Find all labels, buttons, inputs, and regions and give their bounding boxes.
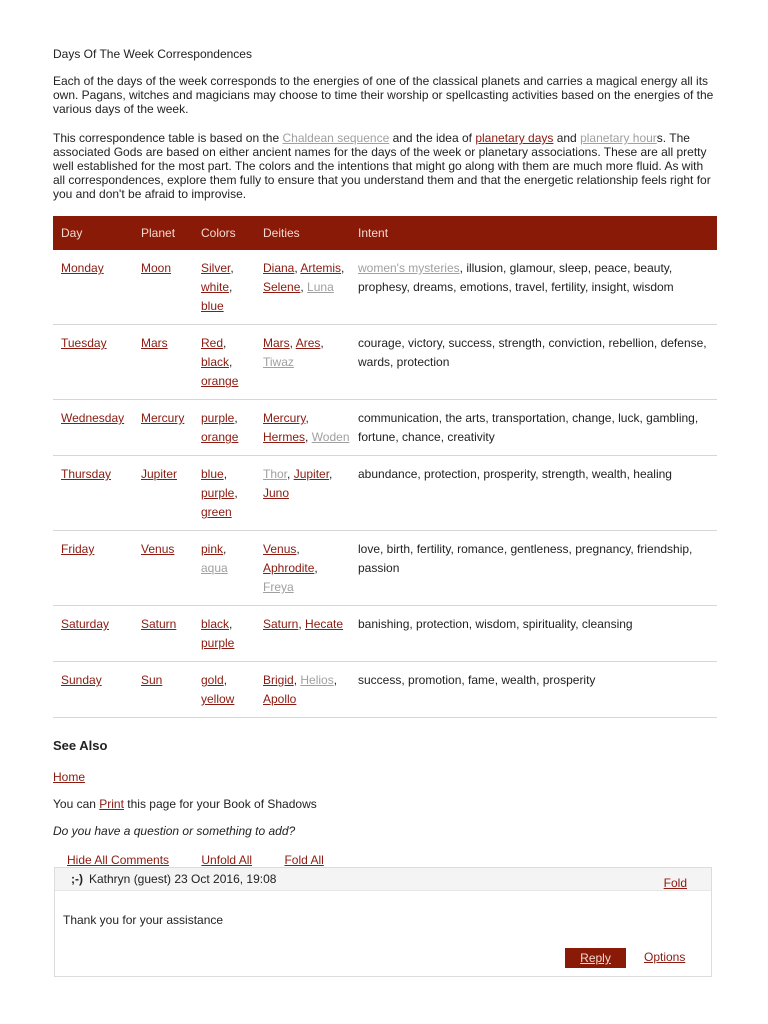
- day-cell: [53, 400, 133, 456]
- deity-link[interactable]: Woden: [311, 430, 350, 444]
- deity-link[interactable]: Aphrodite: [263, 561, 315, 575]
- separator: ,: [329, 467, 333, 481]
- day-cell: [53, 456, 133, 531]
- separator: ,: [333, 673, 338, 687]
- day-cell: [53, 662, 133, 718]
- comment-emoticon: ;-): [71, 872, 83, 886]
- separator: ,: [305, 411, 309, 425]
- table-row: [53, 325, 717, 400]
- separator: ,: [223, 336, 227, 350]
- intent-text: , illusion, glamour, sleep, peace, beauty, prophesy, dreams, emotions, travel, fertility, insight, wisdom: [358, 261, 674, 294]
- table-header-row: [53, 216, 717, 250]
- planet-cell: [133, 606, 193, 662]
- planet-link[interactable]: Mercury: [141, 411, 185, 425]
- intent-cell: [350, 325, 717, 400]
- day-link[interactable]: Sunday: [61, 673, 102, 687]
- para-text: and the idea of: [389, 131, 476, 145]
- deity-link[interactable]: Hecate: [305, 617, 344, 631]
- comment-fold-link[interactable]: Fold: [663, 876, 687, 890]
- deity-link[interactable]: Ares: [295, 336, 321, 350]
- day-cell: [53, 325, 133, 400]
- separator: ,: [223, 673, 228, 687]
- separator: ,: [314, 561, 318, 575]
- table-row: [53, 531, 717, 606]
- intent-cell: [350, 400, 717, 456]
- separator: ,: [305, 430, 312, 444]
- separator: ,: [223, 542, 227, 556]
- intent-cell: [350, 250, 717, 325]
- deity-link[interactable]: Jupiter: [293, 467, 330, 481]
- deity-link[interactable]: Diana: [263, 261, 295, 275]
- separator: ,: [230, 261, 234, 275]
- color-link[interactable]: yellow: [201, 692, 235, 706]
- table-row: [53, 456, 717, 531]
- planet-link[interactable]: Sun: [141, 673, 163, 687]
- deities-cell: [255, 606, 350, 662]
- deity-link[interactable]: Brigid: [263, 673, 294, 687]
- see-also-heading: See Also: [53, 738, 108, 753]
- day-cell: [53, 606, 133, 662]
- deities-cell: [255, 325, 350, 400]
- colors-cell: [193, 531, 255, 606]
- color-link[interactable]: black: [201, 617, 230, 631]
- comment-meta: [71, 872, 276, 886]
- planet-link[interactable]: Saturn: [141, 617, 177, 631]
- fold-all-link[interactable]: Fold All: [284, 853, 324, 867]
- colors-cell: [193, 250, 255, 325]
- planet-cell: [133, 400, 193, 456]
- para-text: and: [553, 131, 581, 145]
- planet-link[interactable]: Jupiter: [141, 467, 178, 481]
- color-link[interactable]: white: [201, 280, 230, 294]
- deity-link[interactable]: Mars: [263, 336, 290, 350]
- color-link[interactable]: black: [201, 355, 230, 369]
- home-link[interactable]: Home: [53, 770, 86, 784]
- day-link[interactable]: Friday: [61, 542, 95, 556]
- deity-link[interactable]: Luna: [307, 280, 334, 294]
- comment: [54, 867, 712, 977]
- separator: ,: [234, 486, 238, 500]
- separator: ,: [300, 280, 308, 294]
- day-link[interactable]: Tuesday: [61, 336, 107, 350]
- intent-text: banishing, protection, wisdom, spirituality, cleansing: [358, 617, 633, 631]
- planet-link[interactable]: Mars: [141, 336, 168, 350]
- deity-link[interactable]: Freya: [263, 580, 294, 594]
- deity-link[interactable]: Artemis: [300, 261, 342, 275]
- intent-text: abundance, protection, prosperity, strength, wealth, healing: [358, 467, 672, 481]
- separator: ,: [229, 280, 233, 294]
- header-planet: Planet: [141, 226, 176, 240]
- day-link[interactable]: Monday: [61, 261, 104, 275]
- deities-cell: [255, 400, 350, 456]
- comment-controls: [67, 853, 353, 867]
- separator: ,: [320, 336, 324, 350]
- comment-text: Thank you for your assistance: [63, 913, 224, 927]
- separator: ,: [293, 673, 301, 687]
- comment-header: [55, 868, 711, 891]
- colors-cell: [193, 325, 255, 400]
- deity-link[interactable]: Selene: [263, 280, 301, 294]
- deity-link[interactable]: Helios: [300, 673, 334, 687]
- day-link[interactable]: Wednesday: [61, 411, 125, 425]
- deity-link[interactable]: Juno: [263, 486, 290, 500]
- color-link[interactable]: purple: [201, 636, 235, 650]
- deities-cell: [255, 456, 350, 531]
- planet-cell: [133, 531, 193, 606]
- separator: ,: [296, 542, 300, 556]
- separator: ,: [341, 261, 345, 275]
- intent-cell: [350, 456, 717, 531]
- intro-paragraph: Each of the days of the week corresponds to the energies of one of the classical planets and carries a magical energy all its own. Pagans, witches and magicians may choose to time their worship or spellcasting activities based on the energies of the various days of the week.: [53, 74, 714, 116]
- planet-link[interactable]: Venus: [141, 542, 175, 556]
- day-link[interactable]: Thursday: [61, 467, 112, 481]
- para-text: s. The associated Gods are based on either ancient names for the days of the week or planetary associations. These are all pretty well established for the most part. The colors and the intentions that might go along with them are much more fluid. As with all correspondences, explore them fully to ensure that you understand them and that the energetic relationship feels right for you and don't be afraid to improvise.: [53, 131, 711, 201]
- planet-cell: [133, 662, 193, 718]
- color-link[interactable]: Red: [201, 336, 224, 350]
- print-link[interactable]: Print: [99, 797, 124, 811]
- intent-text: communication, the arts, transportation, change, luck, gambling, fortune, chance, creativity: [358, 411, 699, 444]
- intent-text: courage, victory, success, strength, conviction, rebellion, defense, wards, protection: [358, 336, 707, 369]
- colors-cell: [193, 662, 255, 718]
- color-link[interactable]: gold: [201, 673, 224, 687]
- planetary-hours-link[interactable]: planetary hour: [580, 131, 657, 145]
- separator: ,: [298, 617, 306, 631]
- colors-cell: [193, 400, 255, 456]
- intent-text: success, promotion, fame, wealth, prosperity: [358, 673, 596, 687]
- separator: ,: [229, 617, 233, 631]
- deities-cell: [255, 662, 350, 718]
- deity-link[interactable]: Tiwaz: [263, 355, 294, 369]
- reply-button[interactable]: Reply: [565, 948, 626, 968]
- print-text: this page for your Book of Shadows: [123, 797, 317, 811]
- planetary-days-link[interactable]: planetary days: [475, 131, 554, 145]
- colors-cell: [193, 456, 255, 531]
- intent-cell: [350, 531, 717, 606]
- correspondence-table: [53, 216, 717, 718]
- separator: ,: [223, 467, 228, 481]
- intent-link[interactable]: women's mysteries: [358, 261, 460, 275]
- intent-text: love, birth, fertility, romance, gentleness, pregnancy, friendship, passion: [358, 542, 693, 575]
- comment-options-link[interactable]: Options: [644, 950, 686, 964]
- separator: ,: [229, 355, 233, 369]
- color-link[interactable]: pink: [201, 542, 224, 556]
- color-link[interactable]: Silver: [201, 261, 231, 275]
- question-text: Do you have a question or something to add?: [53, 824, 296, 838]
- print-line: [53, 797, 317, 811]
- deity-link[interactable]: Hermes: [263, 430, 306, 444]
- separator: ,: [287, 467, 294, 481]
- header-colors: Colors: [201, 226, 236, 240]
- day-link[interactable]: Saturday: [61, 617, 110, 631]
- deities-cell: [255, 531, 350, 606]
- day-cell: [53, 250, 133, 325]
- planet-link[interactable]: Moon: [141, 261, 172, 275]
- color-link[interactable]: orange: [201, 430, 239, 444]
- print-text: You can: [53, 797, 100, 811]
- deities-cell: [255, 250, 350, 325]
- comment-author-date: Kathryn (guest) 23 Oct 2016, 19:08: [89, 872, 277, 886]
- color-link[interactable]: blue: [201, 467, 224, 481]
- deity-link[interactable]: Apollo: [263, 692, 297, 706]
- deity-link[interactable]: Venus: [263, 542, 297, 556]
- intent-cell: [350, 662, 717, 718]
- planet-cell: [133, 250, 193, 325]
- planet-cell: [133, 456, 193, 531]
- header-intent: Intent: [358, 226, 389, 240]
- day-cell: [53, 531, 133, 606]
- color-link[interactable]: orange: [201, 374, 239, 388]
- color-link[interactable]: aqua: [201, 561, 228, 575]
- color-link[interactable]: purple: [201, 411, 235, 425]
- table-row: [53, 662, 717, 718]
- chaldean-sequence-link[interactable]: Chaldean sequence: [282, 131, 390, 145]
- color-link[interactable]: green: [201, 505, 232, 519]
- unfold-all-link[interactable]: Unfold All: [201, 853, 253, 867]
- color-link[interactable]: purple: [201, 486, 235, 500]
- header-deities: Deities: [263, 226, 300, 240]
- deity-link[interactable]: Thor: [263, 467, 288, 481]
- separator: ,: [294, 261, 301, 275]
- table-row: [53, 606, 717, 662]
- colors-cell: [193, 606, 255, 662]
- correspondence-paragraph: [53, 131, 717, 201]
- page-title: Days Of The Week Correspondences: [53, 47, 252, 61]
- hide-all-comments-link[interactable]: Hide All Comments: [67, 853, 170, 867]
- table-row: [53, 400, 717, 456]
- table-body: [53, 250, 717, 718]
- planet-cell: [133, 325, 193, 400]
- deity-link[interactable]: Mercury: [263, 411, 306, 425]
- table-row: [53, 250, 717, 325]
- header-day: Day: [61, 226, 83, 240]
- separator: ,: [234, 411, 238, 425]
- deity-link[interactable]: Saturn: [263, 617, 299, 631]
- separator: ,: [289, 336, 296, 350]
- para-text: This correspondence table is based on the: [53, 131, 283, 145]
- color-link[interactable]: blue: [201, 299, 224, 313]
- intent-cell: [350, 606, 717, 662]
